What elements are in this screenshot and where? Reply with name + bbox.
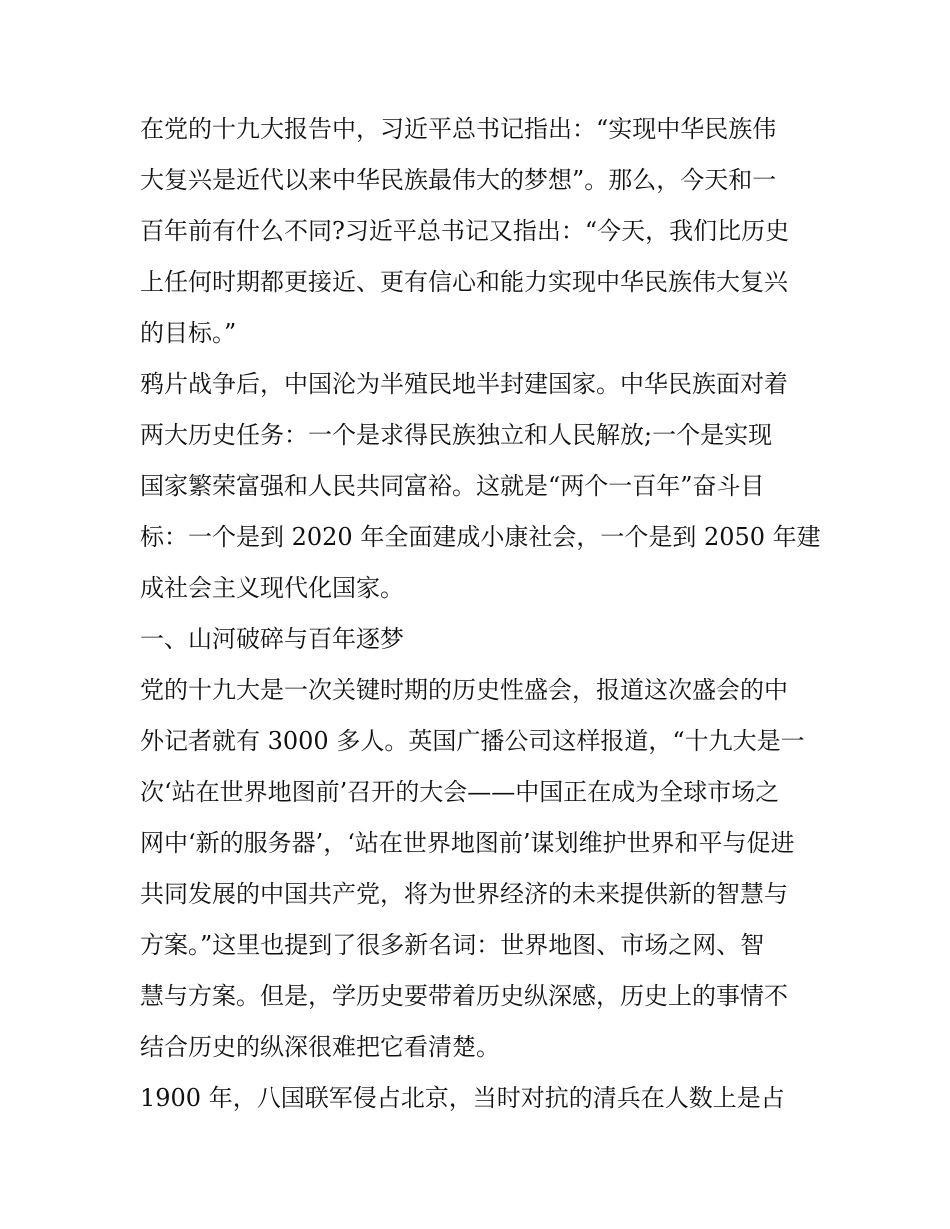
document-body [140, 104, 821, 1124]
text-line: 外记者就有 3000 多人。英国广播公司这样报道，“十九大是一 [140, 727, 805, 755]
text-line: 结合历史的纵深很难把它看清楚。 [140, 1033, 500, 1061]
text-line: 次‘站在世界地图前’召开的大会——中国正在成为全球市场之 [140, 778, 780, 806]
text-line: 上任何时期都更接近、更有信心和能力实现中华民族伟大复兴 [140, 268, 788, 296]
text-line: 在党的十九大报告中，习近平总书记指出：“实现中华民族伟 [140, 115, 777, 143]
text-line: 成社会主义现代化国家。 [140, 574, 404, 602]
section-heading: 一、山河破碎与百年逐梦 [140, 625, 404, 653]
text-line: 的目标。” [140, 319, 237, 347]
text-line: 网中‘新的服务器’，‘站在世界地图前’谋划维护世界和平与促进 [140, 829, 795, 857]
text-line: 国家繁荣富强和人民共同富裕。这就是“两个一百年”奋斗目 [140, 472, 765, 500]
text-line: 党的十九大是一次关键时期的历史性盛会，报道这次盛会的中 [140, 676, 788, 704]
text-line: 方案。”这里也提到了很多新名词：世界地图、市场之网、智 [140, 931, 765, 959]
text-line: 标：一个是到 2020 年全面建成小康社会，一个是到 2050 年建 [140, 523, 821, 551]
text-line: 1900 年，八国联军侵占北京，当时对抗的清兵在人数上是占 [140, 1084, 785, 1112]
text-line: 百年前有什么不同?习近平总书记又指出：“今天，我们比历史 [140, 217, 790, 245]
text-line: 两大历史任务：一个是求得民族独立和人民解放;一个是实现 [140, 421, 773, 449]
text-line: 慧与方案。但是，学历史要带着历史纵深感，历史上的事情不 [140, 982, 788, 1010]
text-line: 共同发展的中国共产党，将为世界经济的未来提供新的智慧与 [140, 880, 788, 908]
text-line: 鸦片战争后，中国沦为半殖民地半封建国家。中华民族面对着 [140, 370, 788, 398]
text-line: 大复兴是近代以来中华民族最伟大的梦想”。那么，今天和一 [140, 166, 777, 194]
